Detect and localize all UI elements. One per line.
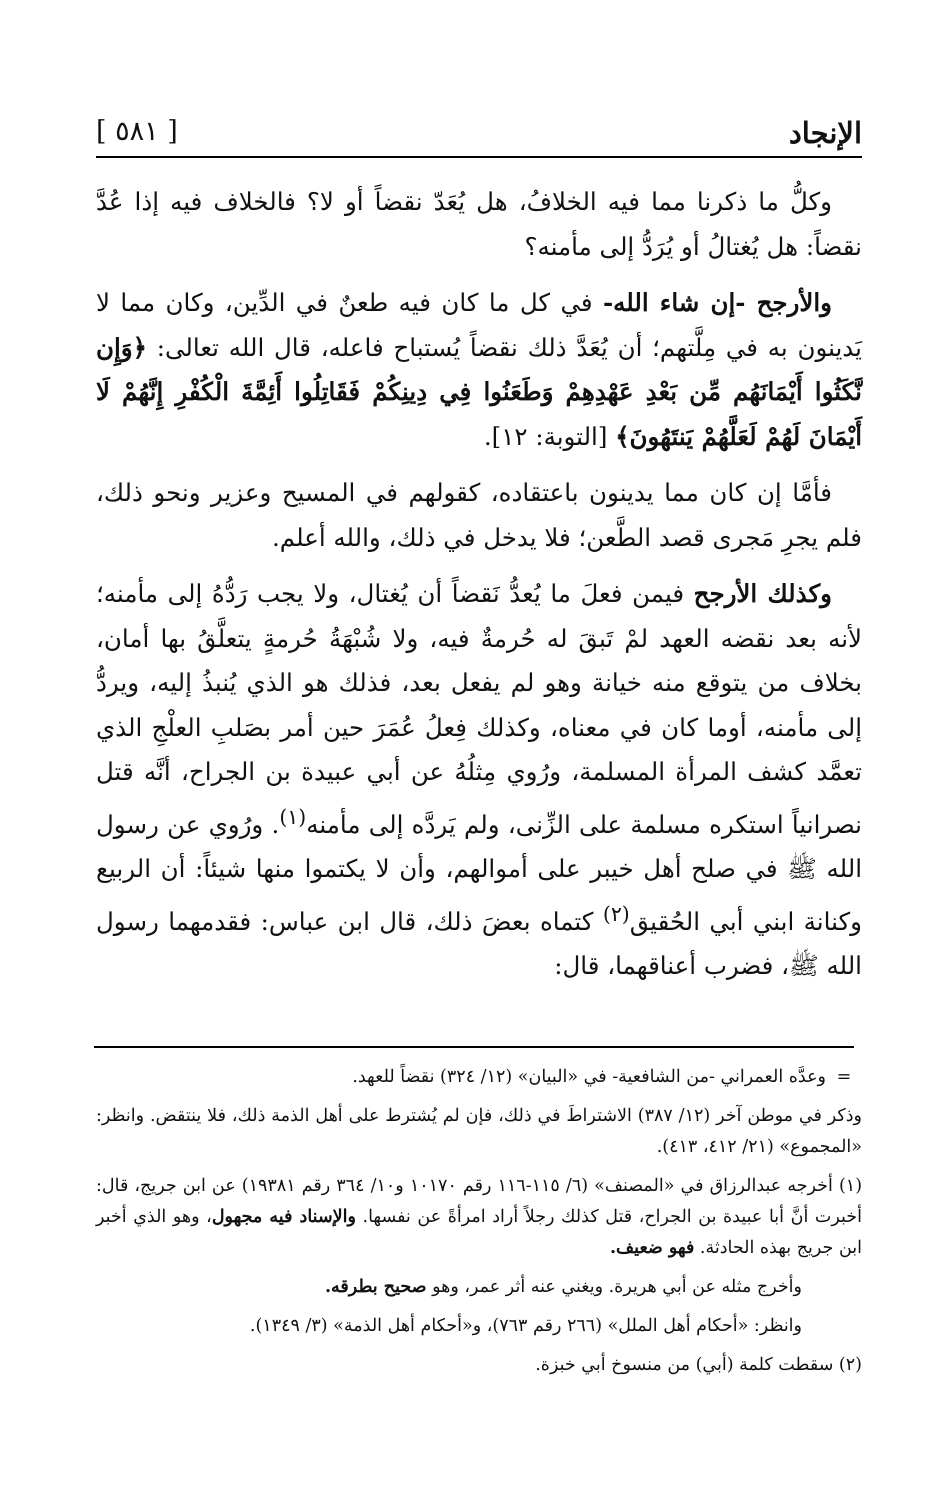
footnotes	[96, 1062, 862, 1389]
footnote-1	[96, 1171, 862, 1264]
footnote-1-bold-b: فهو ضعيف.	[609, 1238, 695, 1258]
footnote-1-line-2-text: وأخرج مثله عن أبي هريرة. ويغني عنه أثر عمر، وهو	[426, 1277, 802, 1297]
continuation-mark: =	[836, 1067, 852, 1087]
footnote-1-line-3: وانظر: «أحكام أهل الملل» (٢٦٦ رقم ٧٦٣)، و«أحكام أهل الذمة» (٣/ ١٣٤٩).	[249, 1316, 802, 1336]
footnote-continued-a	[96, 1062, 862, 1093]
paragraph-3: فأمَّا إن كان مما يدينون باعتقاده، كقولهم في المسيح وعزير ونحو ذلك، فلم يجرِ مَجرى قصد الطَّعن؛ فلا يدخل في ذلك، والله أعلم.	[96, 478, 862, 552]
footnote-1-line-2-bold: صحيح بطرقه.	[324, 1277, 427, 1297]
paragraph-2-text: في كل ما كان فيه طعنٌ في الدِّين، وكان مما لا يَدينون به في مِلَّتهم؛ أن يُعَدَّ ذلك نقضاً يُستباح فاعله، قال الله تعالى:	[96, 288, 862, 362]
paragraph-4-text-2: . ورُوي عن رسول الله ﷺ في صلح أهل خيبر على أموالهم، وأن لا يكتموا منها شيئاً: أن الربيع وكنانة ابني أبي الحُقيق	[96, 809, 862, 936]
page-number: [ ٥٨١ ]	[96, 116, 178, 147]
page-header	[96, 112, 862, 158]
footnote-1-bold-a: والإسناد فيه مجهول	[211, 1207, 356, 1227]
footnote-continued-a-text: وعدَّه العمراني -من الشافعية- في «البيان» (١٢/ ٣٢٤) نقضاً للعهد.	[352, 1067, 826, 1087]
paragraph-4	[96, 572, 862, 989]
paragraph-4-text-3: كتماه بعضَ ذلك، قال ابن عباس: فقدمهما رسول الله ﷺ، فضرب أعناقهما، قال:	[96, 906, 862, 981]
footnote-1-text-b: ، وهو الذي أخبر ابن جريج بهذه الحادثة.	[96, 1207, 862, 1258]
footnote-1-line-2	[96, 1272, 862, 1303]
footnote-2: (٢) سقطت كلمة (أبي) من منسوخ أبي خبزة.	[535, 1355, 862, 1375]
footnote-ref-2: (٢)	[602, 901, 630, 926]
quran-verse: ﴿وَإِن نَّكَثُوا أَيْمَانَهُم مِّن بَعْدِ عَهْدِهِمْ وَطَعَنُوا فِي دِينِكُمْ فَقَاتِلُوا أَئِمَّةَ الْكُفْرِ إِنَّهُمْ لَا أَيْمَانَ لَهُمْ لَعَلَّهُمْ يَنتَهُونَ﴾	[96, 332, 862, 451]
paragraph-4-text: فيمن فعلَ ما يُعدُّ نَقضاً أن يُغتال، ولا يجب رَدُّهُ إلى مأمنه؛ لأنه بعد نقضه العهد لمْ تَبقَ له حُرمةٌ فيه، ولا شُبْهَةُ حُرمةٍ يتعلَّقُ بها أمان، بخلاف من يتوقع منه خيانة وهو لم يفعل بعد، فذلك هو الذي يُنبذُ إليه، ويردُّ إلى مأمنه، أوما كان في معناه، وكذلك فِعلُ عُمَرَ حين أمر بصَلبِ العلْجِ الذي تعمَّد كشف المرأة المسلمة، ورُوي مِثلُهُ عن أبي عبيدة بن الجراح، أنَّه قتل نصرانياً استكره مسلمة على الزِّنى، ولم يَردَّه إلى مأمنه	[96, 579, 862, 839]
footnote-ref-1: (١)	[279, 804, 307, 829]
paragraph-1: وكلُّ ما ذكرنا مما فيه الخلافُ، هل يُعَدّ نقضاً أو لا؟ فالخلاف فيه إذا عُدَّ نقضاً: هل يُغتالُ أو يُرَدُّ إلى مأمنه؟	[96, 187, 862, 261]
paragraph-2	[96, 281, 862, 459]
footnote-continued-b: وذكر في موطن آخر (١٢/ ٣٨٧) الاشتراطَ في ذلك، فإن لم يُشترط على أهل الذمة ذلك، فلا ينتقض. وانظر: «المجموع» (٢١/ ٤١٢، ٤١٣).	[96, 1106, 862, 1157]
main-text	[96, 180, 862, 1001]
running-title: الإنجاد	[788, 116, 862, 150]
footnote-1-text: (١) أخرجه عبدالرزاق في «المصنف» (٦/ ١١٥-١١٦ رقم ١٠١٧٠ و١٠/ ٣٦٤ رقم ١٩٣٨١) عن ابن جريج، قال: أخبرت أنَّ أبا عبيدة بن الجراح، قتل كذلك رجلاً أراد امرأةً عن نفسها.	[96, 1176, 863, 1227]
footnote-separator	[94, 1046, 854, 1048]
paragraph-4-lead: وكذلك الأرجح	[693, 579, 832, 608]
paragraph-2-lead: والأرجح -إن شاء الله-	[602, 288, 832, 317]
verse-reference: [التوبة: ١٢].	[483, 421, 616, 451]
